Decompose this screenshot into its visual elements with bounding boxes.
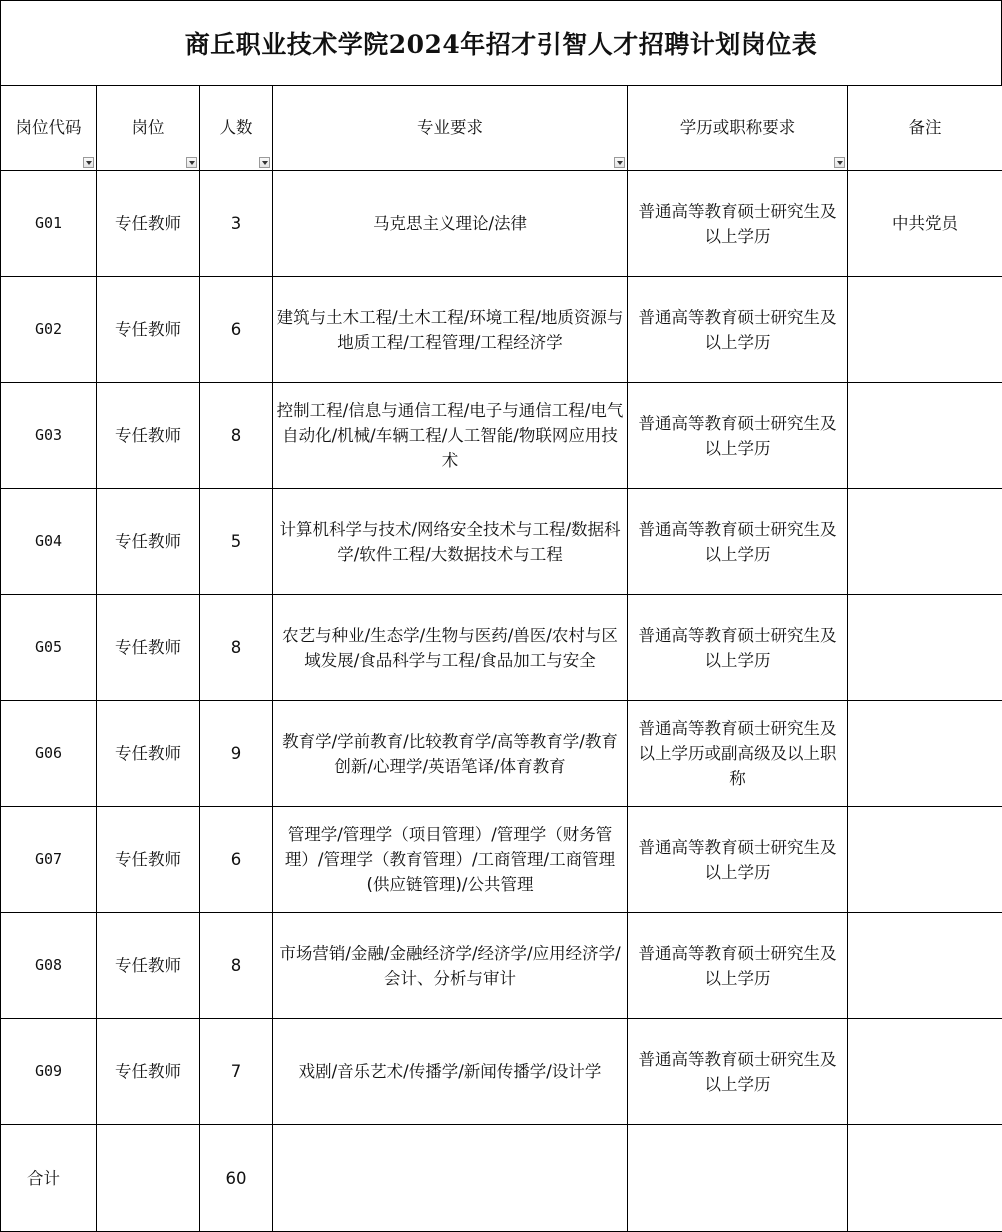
filter-dropdown-icon[interactable] (259, 157, 270, 168)
cell-post: 专任教师 (97, 913, 200, 1019)
cell-post: 专任教师 (97, 701, 200, 807)
cell-code: G05 (1, 595, 97, 701)
total-row (1, 1125, 1002, 1232)
cell-major: 戏剧/音乐艺术/传播学/新闻传播学/设计学 (273, 1019, 628, 1125)
cell-post: 专任教师 (97, 171, 200, 277)
cell-major: 教育学/学前教育/比较教育学/高等教育学/教育创新/心理学/英语笔译/体育教育 (273, 701, 628, 807)
cell-code: G03 (1, 383, 97, 489)
cell-count: 8 (200, 595, 273, 701)
cell-education: 普通高等教育硕士研究生及以上学历 (628, 489, 848, 595)
header-cell-count (200, 86, 273, 171)
filter-dropdown-icon[interactable] (834, 157, 845, 168)
total-post-cell (97, 1125, 200, 1232)
cell-major: 马克思主义理论/法律 (273, 171, 628, 277)
cell-post: 专任教师 (97, 383, 200, 489)
header-label-count: 人数 (204, 115, 268, 140)
cell-major: 建筑与土木工程/土木工程/环境工程/地质资源与地质工程/工程管理/工程经济学 (273, 277, 628, 383)
table-row (1, 383, 1002, 489)
total-label: 合计 (1, 1125, 97, 1232)
header-cell-education (628, 86, 848, 171)
cell-education: 普通高等教育硕士研究生及以上学历 (628, 171, 848, 277)
table-row (1, 807, 1002, 913)
header-cell-remark (848, 86, 1002, 171)
cell-count: 8 (200, 383, 273, 489)
total-count: 60 (200, 1125, 273, 1232)
table-row (1, 701, 1002, 807)
cell-remark (848, 383, 1002, 489)
cell-major: 农艺与种业/生态学/生物与医药/兽医/农村与区域发展/食品科学与工程/食品加工与安全 (273, 595, 628, 701)
cell-post: 专任教师 (97, 489, 200, 595)
cell-major: 市场营销/金融/金融经济学/经济学/应用经济学/会计、分析与审计 (273, 913, 628, 1019)
cell-major: 管理学/管理学（项目管理）/管理学（财务管理）/管理学（教育管理）/工商管理/工商管理(供应链管理)/公共管理 (273, 807, 628, 913)
table-row (1, 595, 1002, 701)
cell-remark (848, 489, 1002, 595)
table-row (1, 277, 1002, 383)
cell-education: 普通高等教育硕士研究生及以上学历 (628, 383, 848, 489)
header-cell-major (273, 86, 628, 171)
positions-table (0, 85, 1002, 1232)
header-row (1, 86, 1002, 171)
total-major-cell (273, 1125, 628, 1232)
cell-code: G06 (1, 701, 97, 807)
cell-code: G04 (1, 489, 97, 595)
cell-post: 专任教师 (97, 807, 200, 913)
cell-count: 9 (200, 701, 273, 807)
cell-count: 5 (200, 489, 273, 595)
filter-dropdown-icon[interactable] (614, 157, 625, 168)
table-row (1, 913, 1002, 1019)
cell-remark (848, 913, 1002, 1019)
table-row (1, 489, 1002, 595)
cell-education: 普通高等教育硕士研究生及以上学历 (628, 277, 848, 383)
total-education-cell (628, 1125, 848, 1232)
cell-education: 普通高等教育硕士研究生及以上学历 (628, 595, 848, 701)
cell-count: 8 (200, 913, 273, 1019)
header-label-education: 学历或职称要求 (632, 115, 843, 140)
table-row (1, 171, 1002, 277)
cell-code: G08 (1, 913, 97, 1019)
header-label-post: 岗位 (101, 115, 195, 140)
page-title: 商丘职业技术学院2024年招才引智人才招聘计划岗位表 (0, 0, 1002, 85)
cell-remark: 中共党员 (848, 171, 1002, 277)
cell-count: 6 (200, 807, 273, 913)
cell-remark (848, 807, 1002, 913)
cell-count: 7 (200, 1019, 273, 1125)
cell-remark (848, 595, 1002, 701)
cell-code: G02 (1, 277, 97, 383)
cell-education: 普通高等教育硕士研究生及以上学历或副高级及以上职称 (628, 701, 848, 807)
filter-dropdown-icon[interactable] (186, 157, 197, 168)
cell-count: 6 (200, 277, 273, 383)
cell-remark (848, 701, 1002, 807)
cell-education: 普通高等教育硕士研究生及以上学历 (628, 1019, 848, 1125)
total-remark-cell (848, 1125, 1002, 1232)
cell-code: G09 (1, 1019, 97, 1125)
header-label-major: 专业要求 (277, 115, 623, 140)
filter-dropdown-icon[interactable] (83, 157, 94, 168)
cell-post: 专任教师 (97, 1019, 200, 1125)
cell-education: 普通高等教育硕士研究生及以上学历 (628, 913, 848, 1019)
header-cell-post (97, 86, 200, 171)
cell-remark (848, 1019, 1002, 1125)
cell-major: 计算机科学与技术/网络安全技术与工程/数据科学/软件工程/大数据技术与工程 (273, 489, 628, 595)
cell-remark (848, 277, 1002, 383)
table-row (1, 1019, 1002, 1125)
cell-post: 专任教师 (97, 277, 200, 383)
header-cell-code (1, 86, 97, 171)
header-label-code: 岗位代码 (5, 115, 92, 140)
cell-post: 专任教师 (97, 595, 200, 701)
header-label-remark: 备注 (852, 115, 998, 140)
cell-count: 3 (200, 171, 273, 277)
cell-code: G07 (1, 807, 97, 913)
cell-code: G01 (1, 171, 97, 277)
cell-major: 控制工程/信息与通信工程/电子与通信工程/电气自动化/机械/车辆工程/人工智能/物联网应用技术 (273, 383, 628, 489)
cell-education: 普通高等教育硕士研究生及以上学历 (628, 807, 848, 913)
